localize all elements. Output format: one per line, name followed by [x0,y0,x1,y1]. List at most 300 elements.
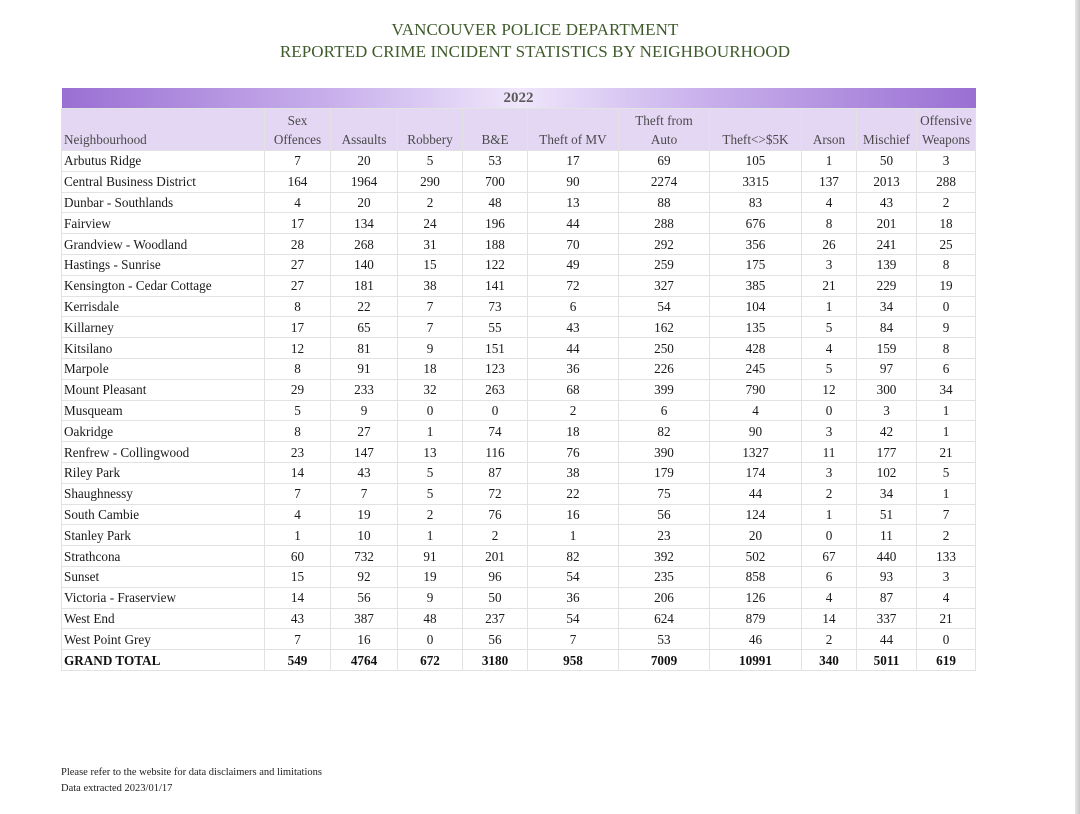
count-cell: 858 [710,566,802,587]
count-cell: 12 [265,338,331,359]
count-cell: 97 [857,358,917,379]
count-cell: 4 [802,338,857,359]
count-cell: 11 [802,442,857,463]
count-cell: 0 [917,296,976,317]
count-cell: 229 [857,275,917,296]
count-cell: 1 [265,525,331,546]
count-cell: 5 [917,462,976,483]
count-cell: 237 [463,608,528,629]
count-cell: 7 [331,483,398,504]
count-cell: 7 [398,317,463,338]
count-cell: 0 [802,525,857,546]
count-cell: 624 [619,608,710,629]
count-cell: 56 [331,587,398,608]
count-cell: 20 [331,151,398,172]
column-header-line: Offensive [920,113,972,128]
count-cell: 7 [265,151,331,172]
column-header-line: Robbery [407,132,453,147]
count-cell: 56 [619,504,710,525]
count-cell: 0 [398,629,463,650]
count-cell: 82 [528,546,619,567]
neighbourhood-cell: Musqueam [62,400,265,421]
table-row [62,608,976,629]
count-cell: 263 [463,379,528,400]
count-cell: 87 [463,462,528,483]
count-cell: 268 [331,234,398,255]
count-cell: 122 [463,254,528,275]
count-cell: 36 [528,358,619,379]
table-row [62,192,976,213]
title-line-2: REPORTED CRIME INCIDENT STATISTICS BY NEIGHBOURHOOD [279,42,791,61]
count-cell: 1 [398,525,463,546]
count-cell: 7 [917,504,976,525]
column-header-line: Auto [650,132,678,147]
count-cell: 69 [619,151,710,172]
count-cell: 43 [857,192,917,213]
count-cell: 123 [463,358,528,379]
table-row [62,483,976,504]
count-cell: 1 [917,483,976,504]
column-header-line: Arson [812,132,846,147]
count-cell: 70 [528,234,619,255]
count-cell: 135 [710,317,802,338]
neighbourhood-cell: Central Business District [62,171,265,192]
grand-total-cell: 549 [265,650,331,671]
neighbourhood-cell: South Cambie [62,504,265,525]
count-cell: 14 [802,608,857,629]
count-cell: 676 [710,213,802,234]
count-cell: 91 [331,358,398,379]
count-cell: 8 [265,358,331,379]
column-header [619,109,710,151]
count-cell: 4 [802,587,857,608]
footer-notes [61,765,322,797]
count-cell: 2 [398,504,463,525]
count-cell: 147 [331,442,398,463]
count-cell: 235 [619,566,710,587]
neighbourhood-cell: Marpole [62,358,265,379]
count-cell: 0 [463,400,528,421]
count-cell: 174 [710,462,802,483]
column-header-line: Theft<>$5K [722,132,789,147]
column-header [398,109,463,151]
count-cell: 19 [917,275,976,296]
count-cell: 102 [857,462,917,483]
grand-total-cell: 10991 [710,650,802,671]
column-header [710,109,802,151]
count-cell: 8 [802,213,857,234]
column-header [528,109,619,151]
table-row [62,421,976,442]
column-header-line: Assaults [341,132,387,147]
neighbourhood-cell: Renfrew - Collingwood [62,442,265,463]
count-cell: 3 [802,254,857,275]
count-cell: 1 [917,421,976,442]
count-cell: 27 [265,254,331,275]
count-cell: 22 [528,483,619,504]
count-cell: 292 [619,234,710,255]
column-header [802,109,857,151]
neighbourhood-cell: Shaughnessy [62,483,265,504]
count-cell: 245 [710,358,802,379]
count-cell: 3315 [710,171,802,192]
count-cell: 2274 [619,171,710,192]
grand-total-cell: 4764 [331,650,398,671]
table-row [62,462,976,483]
table-row [62,296,976,317]
year-label: 2022 [62,88,976,109]
count-cell: 8 [917,338,976,359]
count-cell: 38 [398,275,463,296]
count-cell: 67 [802,546,857,567]
count-cell: 48 [463,192,528,213]
count-cell: 9 [917,317,976,338]
count-cell: 6 [619,400,710,421]
count-cell: 12 [802,379,857,400]
grand-total-cell: 672 [398,650,463,671]
count-cell: 181 [331,275,398,296]
count-cell: 2 [917,192,976,213]
table-row [62,525,976,546]
count-cell: 2 [463,525,528,546]
neighbourhood-cell: Kerrisdale [62,296,265,317]
grand-total-row [62,650,976,671]
count-cell: 8 [917,254,976,275]
count-cell: 46 [710,629,802,650]
neighbourhood-cell: Oakridge [62,421,265,442]
count-cell: 25 [917,234,976,255]
table-row [62,546,976,567]
count-cell: 32 [398,379,463,400]
count-cell: 2 [528,400,619,421]
count-cell: 140 [331,254,398,275]
count-cell: 7 [265,483,331,504]
count-cell: 74 [463,421,528,442]
count-cell: 34 [917,379,976,400]
count-cell: 24 [398,213,463,234]
count-cell: 44 [710,483,802,504]
count-cell: 137 [802,171,857,192]
neighbourhood-cell: Killarney [62,317,265,338]
count-cell: 11 [857,525,917,546]
count-cell: 19 [331,504,398,525]
count-cell: 76 [463,504,528,525]
neighbourhood-cell: Kensington - Cedar Cottage [62,275,265,296]
column-header-line: Weapons [922,132,971,147]
count-cell: 93 [857,566,917,587]
count-cell: 34 [857,483,917,504]
count-cell: 27 [265,275,331,296]
count-cell: 385 [710,275,802,296]
count-cell: 356 [710,234,802,255]
neighbourhood-cell: West Point Grey [62,629,265,650]
count-cell: 81 [331,338,398,359]
count-cell: 2 [802,483,857,504]
count-cell: 177 [857,442,917,463]
neighbourhood-cell: Riley Park [62,462,265,483]
count-cell: 88 [619,192,710,213]
count-cell: 50 [463,587,528,608]
column-header-line: Sex [287,113,308,128]
count-cell: 105 [710,151,802,172]
table-row [62,234,976,255]
count-cell: 17 [528,151,619,172]
table-row [62,338,976,359]
column-header [265,109,331,151]
count-cell: 34 [857,296,917,317]
count-cell: 300 [857,379,917,400]
count-cell: 9 [398,587,463,608]
count-cell: 44 [528,338,619,359]
count-cell: 3 [917,151,976,172]
neighbourhood-cell: Hastings - Sunrise [62,254,265,275]
count-cell: 159 [857,338,917,359]
count-cell: 5 [802,358,857,379]
count-cell: 428 [710,338,802,359]
count-cell: 2013 [857,171,917,192]
count-cell: 44 [528,213,619,234]
count-cell: 50 [857,151,917,172]
column-header-line: Offences [273,132,322,147]
count-cell: 133 [917,546,976,567]
count-cell: 38 [528,462,619,483]
count-cell: 440 [857,546,917,567]
year-band [62,88,976,109]
count-cell: 21 [917,608,976,629]
table-row [62,400,976,421]
count-cell: 54 [528,566,619,587]
count-cell: 73 [463,296,528,317]
count-cell: 116 [463,442,528,463]
neighbourhood-cell: Arbutus Ridge [62,151,265,172]
count-cell: 390 [619,442,710,463]
count-cell: 9 [398,338,463,359]
grand-total-cell: 5011 [857,650,917,671]
count-cell: 1 [528,525,619,546]
count-cell: 1327 [710,442,802,463]
count-cell: 68 [528,379,619,400]
count-cell: 879 [710,608,802,629]
count-cell: 4 [917,587,976,608]
count-cell: 76 [528,442,619,463]
count-cell: 65 [331,317,398,338]
count-cell: 0 [802,400,857,421]
count-cell: 13 [528,192,619,213]
count-cell: 162 [619,317,710,338]
count-cell: 139 [857,254,917,275]
table-row [62,151,976,172]
count-cell: 56 [463,629,528,650]
disclaimer-note: Please refer to the website for data disclaimers and limitations [61,767,322,778]
count-cell: 54 [528,608,619,629]
count-cell: 151 [463,338,528,359]
count-cell: 15 [265,566,331,587]
neighbourhood-cell: Victoria - Fraserview [62,587,265,608]
count-cell: 5 [802,317,857,338]
count-cell: 3 [917,566,976,587]
report-title [0,19,1070,63]
count-cell: 0 [917,629,976,650]
neighbourhood-cell: Dunbar - Southlands [62,192,265,213]
count-cell: 4 [265,192,331,213]
count-cell: 54 [619,296,710,317]
count-cell: 84 [857,317,917,338]
count-cell: 290 [398,171,463,192]
count-cell: 201 [857,213,917,234]
count-cell: 164 [265,171,331,192]
neighbourhood-cell: Stanley Park [62,525,265,546]
count-cell: 196 [463,213,528,234]
count-cell: 19 [398,566,463,587]
count-cell: 21 [917,442,976,463]
count-cell: 16 [331,629,398,650]
count-cell: 18 [528,421,619,442]
count-cell: 22 [331,296,398,317]
count-cell: 43 [528,317,619,338]
count-cell: 6 [528,296,619,317]
count-cell: 60 [265,546,331,567]
grand-total-label: GRAND TOTAL [62,650,265,671]
grand-total-cell: 619 [917,650,976,671]
count-cell: 9 [331,400,398,421]
count-cell: 18 [917,213,976,234]
count-cell: 1 [802,504,857,525]
neighbourhood-cell: Kitsilano [62,338,265,359]
table-row [62,566,976,587]
count-cell: 72 [463,483,528,504]
count-cell: 4 [265,504,331,525]
count-cell: 96 [463,566,528,587]
count-cell: 399 [619,379,710,400]
count-cell: 337 [857,608,917,629]
count-cell: 7 [398,296,463,317]
count-cell: 3 [802,421,857,442]
count-cell: 175 [710,254,802,275]
count-cell: 259 [619,254,710,275]
count-cell: 10 [331,525,398,546]
count-cell: 92 [331,566,398,587]
count-cell: 1 [398,421,463,442]
grand-total-cell: 340 [802,650,857,671]
count-cell: 18 [398,358,463,379]
count-cell: 17 [265,317,331,338]
neighbourhood-cell: Strathcona [62,546,265,567]
table-row [62,587,976,608]
count-cell: 288 [917,171,976,192]
neighbourhood-cell: Sunset [62,566,265,587]
column-header-row [62,109,976,151]
count-cell: 188 [463,234,528,255]
count-cell: 5 [265,400,331,421]
column-header [857,109,917,151]
neighbourhood-cell: Mount Pleasant [62,379,265,400]
table-row [62,358,976,379]
column-header [331,109,398,151]
count-cell: 82 [619,421,710,442]
count-cell: 141 [463,275,528,296]
count-cell: 288 [619,213,710,234]
count-cell: 4 [802,192,857,213]
count-cell: 7 [528,629,619,650]
count-cell: 7 [265,629,331,650]
count-cell: 206 [619,587,710,608]
count-cell: 83 [710,192,802,213]
count-cell: 43 [331,462,398,483]
count-cell: 43 [265,608,331,629]
count-cell: 23 [619,525,710,546]
count-cell: 8 [265,296,331,317]
count-cell: 3 [802,462,857,483]
grand-total-cell: 3180 [463,650,528,671]
count-cell: 201 [463,546,528,567]
count-cell: 44 [857,629,917,650]
count-cell: 2 [398,192,463,213]
column-header [917,109,976,151]
count-cell: 790 [710,379,802,400]
count-cell: 49 [528,254,619,275]
table-row [62,275,976,296]
count-cell: 179 [619,462,710,483]
column-header-line: Theft of MV [539,132,607,147]
count-cell: 28 [265,234,331,255]
count-cell: 1 [802,296,857,317]
table-row [62,504,976,525]
count-cell: 20 [710,525,802,546]
crime-statistics-table [61,88,976,671]
count-cell: 91 [398,546,463,567]
count-cell: 48 [398,608,463,629]
count-cell: 732 [331,546,398,567]
neighbourhood-cell: Grandview - Woodland [62,234,265,255]
count-cell: 51 [857,504,917,525]
count-cell: 2 [917,525,976,546]
count-cell: 72 [528,275,619,296]
count-cell: 87 [857,587,917,608]
count-cell: 392 [619,546,710,567]
page-edge [1075,0,1080,814]
count-cell: 5 [398,483,463,504]
column-header-line: Neighbourhood [64,132,147,147]
count-cell: 26 [802,234,857,255]
count-cell: 36 [528,587,619,608]
count-cell: 226 [619,358,710,379]
count-cell: 14 [265,587,331,608]
title-line-1: VANCOUVER POLICE DEPARTMENT [391,20,679,39]
count-cell: 104 [710,296,802,317]
count-cell: 250 [619,338,710,359]
count-cell: 0 [398,400,463,421]
grand-total-cell: 7009 [619,650,710,671]
count-cell: 90 [710,421,802,442]
table-row [62,171,976,192]
count-cell: 4 [710,400,802,421]
count-cell: 327 [619,275,710,296]
count-cell: 17 [265,213,331,234]
count-cell: 124 [710,504,802,525]
count-cell: 55 [463,317,528,338]
count-cell: 21 [802,275,857,296]
count-cell: 2 [802,629,857,650]
count-cell: 126 [710,587,802,608]
table-row [62,254,976,275]
count-cell: 13 [398,442,463,463]
count-cell: 14 [265,462,331,483]
count-cell: 5 [398,462,463,483]
table-row [62,379,976,400]
count-cell: 29 [265,379,331,400]
grand-total-cell: 958 [528,650,619,671]
count-cell: 1 [917,400,976,421]
